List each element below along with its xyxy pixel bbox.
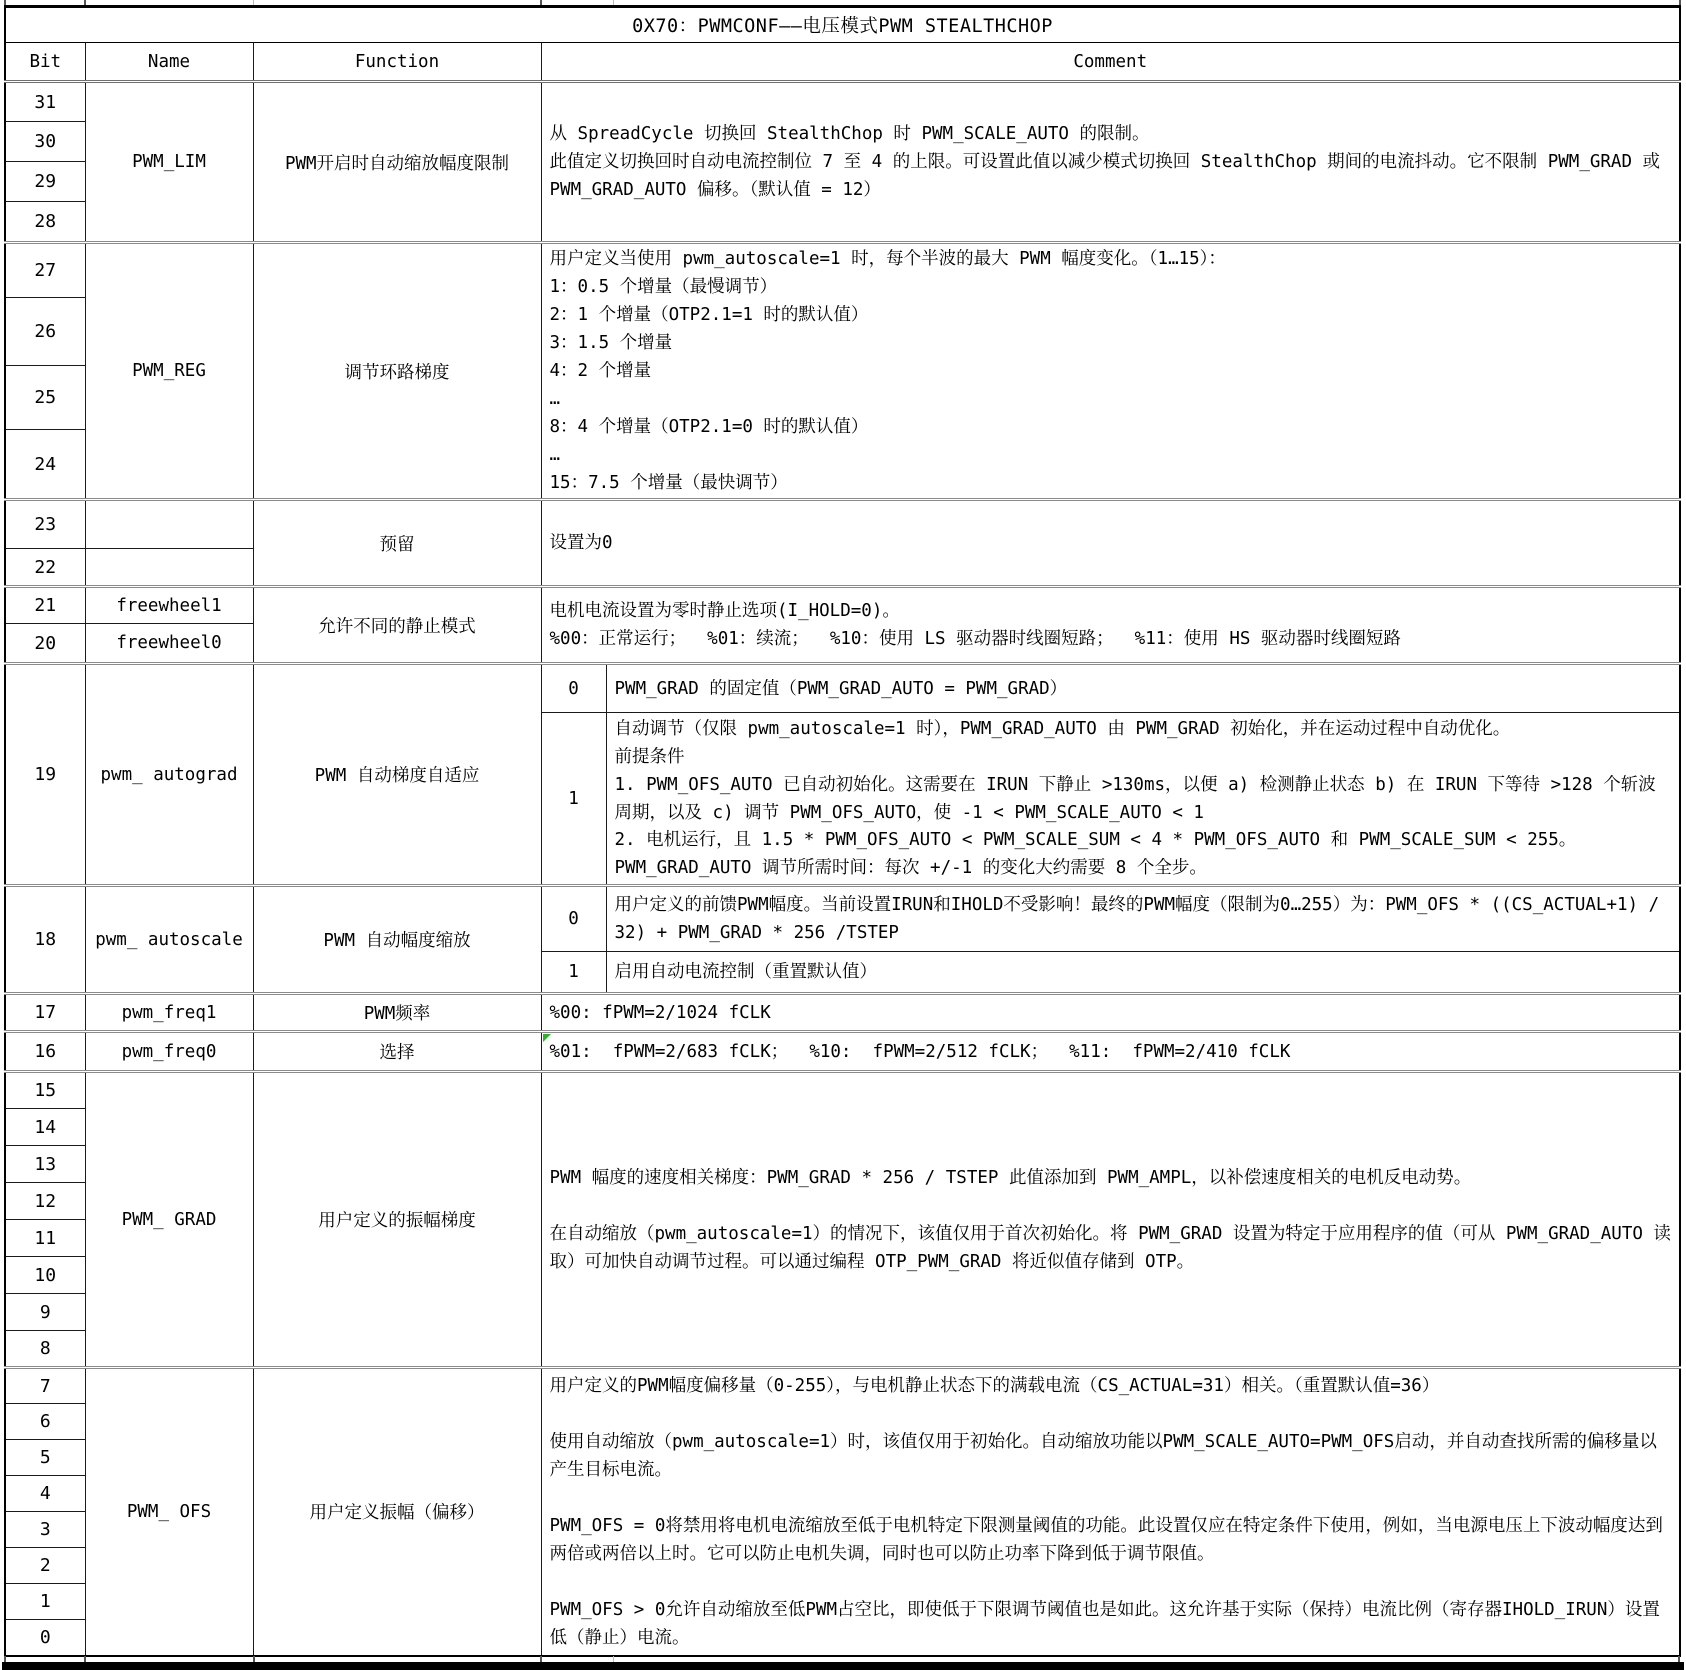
comment-line: 从 SpreadCycle 切换回 StealthChop 时 PWM_SCALE_AUTO 的限制。 [549,124,1150,144]
comment-line: PWM 幅度的速度相关梯度：PWM_GRAD * 256 / TSTEP 此值添加到 PWM_AMPL，以补偿速度相关的电机反电动势。 [549,1167,1472,1188]
option-value: 0 [542,887,607,951]
bit-row-7 [5,1368,1680,1404]
bit-cell-28: 28 [5,202,85,243]
comment-line: 3：1.5 个增量 [549,333,673,353]
bit-cell-16: 16 [5,1032,85,1072]
comment-line: %00: fPWM=2/1024 fCLK [549,1002,771,1023]
bit-cell-2: 2 [5,1548,85,1584]
bit-cell-3: 3 [5,1512,85,1548]
bit-cell-27: 27 [5,243,85,298]
table-title: 0X70：PWMCONF——电压模式PWM STEALTHCHOP [5,7,1680,43]
register-comment-pwm-ofs [541,1368,1680,1656]
register-comment-pwm-grad [541,1072,1680,1368]
bit-cell-0: 0 [5,1620,85,1656]
header-row [5,43,1680,82]
bit-cell-5: 5 [5,1440,85,1476]
register-comment-reserved [541,500,1680,587]
column-header-name: Name [85,43,253,82]
register-function-freewheel: 允许不同的静止模式 [253,587,541,664]
comment-line: PWM_GRAD_AUTO 调节所需时间：每次 +/-1 的变化大约需要 8 个全步。 [614,858,1207,878]
register-name-pwm-reg: PWM_REG [85,243,253,500]
bit-cell-7: 7 [5,1368,85,1404]
register-name-pwm-grad: PWM_ GRAD [85,1072,253,1368]
bit-row-15 [5,1072,1680,1109]
bit-cell-25: 25 [5,366,85,430]
next-table-top-border [2,1662,1684,1670]
bit-row-21 [5,587,1680,624]
register-function-pwm-freq1: PWM频率 [253,994,541,1032]
register-comment-pwm-freq0 [541,1032,1680,1072]
bit-cell-12: 12 [5,1183,85,1220]
bit-row-18 [5,886,1680,994]
pwmconf-register-table [4,5,1681,1657]
register-function-pwm-grad: 用户定义的振幅梯度 [253,1072,541,1368]
register-name-pwm-ofs: PWM_ OFS [85,1368,253,1656]
bit-cell-15: 15 [5,1072,85,1109]
option-description [607,887,1680,951]
bit-cell-24: 24 [5,430,85,500]
register-name-pwm-freq0: pwm_freq0 [85,1032,253,1072]
cell-indicator-icon [543,1034,551,1042]
comment-line: PWM_GRAD 的固定值（PWM_GRAD_AUTO = PWM_GRAD） [614,678,1068,699]
register-name-pwm-autoscale: pwm_ autoscale [85,886,253,994]
comment-line: 启用自动电流控制（重置默认值） [614,962,877,982]
table-title-row [5,7,1680,43]
register-comment-pwm-reg [541,243,1680,500]
bit-cell-19: 19 [5,664,85,886]
comment-line: 前提条件 [614,747,685,767]
comment-line: 用户定义当使用 pwm_autoscale=1 时，每个半波的最大 PWM 幅度变化。（1…15）： [549,249,1226,269]
option-description [607,952,1680,992]
option-row [542,887,1680,952]
option-row [542,665,1680,713]
comment-line: PWM_OFS = 0将禁用将电机电流缩放至低于电机特定下限测量阈值的功能。此设置仅应在特定条件下使用，例如，当电源电压上下波动幅度达到两倍或两倍以上时。它可以防止电机失调，同时也可以防止功率下降到低于调节限值。 [549,1515,1663,1564]
register-comment-pwm-lim [541,82,1680,243]
option-description [607,713,1680,884]
comment-line: 在自动缩放（pwm_autoscale=1）的情况下，该值仅用于首次初始化。将 PWM_GRAD 设置为特定于应用程序的值（可从 PWM_GRAD_AUTO 读取）可加快自动调节过程。可以通过编程 OTP_PWM_GRAD 将近似值存储到 OTP。 [549,1223,1671,1272]
bit-cell-26: 26 [5,298,85,366]
bit-row-19 [5,664,1680,886]
bit-row-27 [5,243,1680,298]
register-comment-pwm-autoscale [541,886,1680,994]
register-function-pwm-autoscale: PWM 自动幅度缩放 [253,886,541,994]
bit-cell-9: 9 [5,1294,85,1331]
bit-row-31 [5,82,1680,122]
comment-line: 自动调节（仅限 pwm_autoscale=1 时），PWM_GRAD_AUTO 由 PWM_GRAD 初始化，并在运动过程中自动优化。 [614,719,1511,739]
register-name-pwm-freq1: pwm_freq1 [85,994,253,1032]
comment-line: %00：正常运行； %01：续流； %10：使用 LS 驱动器时线圈短路； %11：使用 HS 驱动器时线圈短路 [549,629,1401,649]
comment-line: %01: fPWM=2/683 fCLK； %10: fPWM=2/512 fCLK； %11: fPWM=2/410 fCLK [549,1041,1291,1062]
register-name-freewheel1: freewheel1 [85,587,253,624]
comment-line: … [549,445,561,465]
comment-line: 电机电流设置为零时静止选项(I_HOLD=0)。 [549,601,900,621]
comment-line: 设置为0 [549,533,613,553]
option-description [607,665,1680,712]
bit-row-23 [5,500,1680,549]
register-function-reserved: 预留 [253,500,541,587]
option-value: 1 [542,952,607,992]
option-value: 1 [542,713,607,884]
bit-cell-1: 1 [5,1584,85,1620]
comment-line: 用户定义的前馈PWM幅度。当前设置IRUN和IHOLD不受影响！最终的PWM幅度（限制为0…255）为：PWM_OFS * ((CS_ACTUAL+1) / 32) + PWM_GRAD * 256 /TSTEP [614,895,1670,943]
comment-line: 1. PWM_OFS_AUTO 已自动初始化。这需要在 IRUN 下静止 >130ms，以便 a) 检测静止状态 b) 在 IRUN 下等待 >128 个斩波周期，以及 c) 调节 PWM_OFS_AUTO，使 -1 < PWM_SCALE_AUTO < 1 [614,775,1656,823]
bit-cell-29: 29 [5,162,85,202]
register-comment-freewheel [541,587,1680,664]
bit-row-17 [5,994,1680,1032]
bit-cell-4: 4 [5,1476,85,1512]
option-row [542,952,1680,992]
comment-line: 8：4 个增量（OTP2.1=0 时的默认值） [549,417,869,437]
register-function-pwm-freq0: 选择 [253,1032,541,1072]
comment-line: PWM_OFS > 0允许自动缩放至低PWM占空比，即使低于下限调节阈值也是如此。这允许基于实际（保持）电流比例（寄存器IHOLD_IRUN）设置低（静止）电流。 [549,1599,1660,1648]
column-header-comment: Comment [541,43,1680,82]
register-comment-pwm-autograd [541,664,1680,886]
bit-row-16 [5,1032,1680,1072]
comment-line: 1：0.5 个增量（最慢调节） [549,277,778,297]
bit-cell-14: 14 [5,1109,85,1146]
comment-line: 4：2 个增量 [549,361,652,381]
comment-line: 2. 电机运行，且 1.5 * PWM_OFS_AUTO < PWM_SCALE_SUM < 4 * PWM_OFS_AUTO 和 PWM_SCALE_SUM < 255。 [614,830,1577,850]
column-header-function: Function [253,43,541,82]
bit-cell-30: 30 [5,122,85,162]
register-name-reserved-22 [85,549,253,587]
bit-cell-31: 31 [5,82,85,122]
register-function-pwm-autograd: PWM 自动梯度自适应 [253,664,541,886]
comment-line: … [549,389,561,409]
column-header-bit: Bit [5,43,85,82]
register-function-pwm-lim: PWM开启时自动缩放幅度限制 [253,82,541,243]
bit-cell-23: 23 [5,500,85,549]
comment-line: 此值定义切换回时自动电流控制位 7 至 4 的上限。可设置此值以减少模式切换回 StealthChop 期间的电流抖动。它不限制 PWM_GRAD 或 PWM_GRAD_AUTO 偏移。（默认值 = 12） [549,152,1671,200]
bit-cell-21: 21 [5,587,85,624]
register-name-pwm-autograd: pwm_ autograd [85,664,253,886]
register-function-pwm-ofs: 用户定义振幅（偏移） [253,1368,541,1656]
bit-cell-22: 22 [5,549,85,587]
bit-cell-11: 11 [5,1220,85,1257]
comment-line: 2：1 个增量（OTP2.1=1 时的默认值） [549,305,869,325]
comment-line: 使用自动缩放（pwm_autoscale=1）时，该值仅用于初始化。自动缩放功能以PWM_SCALE_AUTO=PWM_OFS启动，并自动查找所需的偏移量以产生目标电流。 [549,1431,1657,1480]
option-value: 0 [542,665,607,712]
register-name-pwm-lim: PWM_LIM [85,82,253,243]
option-row [542,713,1680,884]
register-comment-pwm-freq1 [541,994,1680,1032]
register-function-pwm-reg: 调节环路梯度 [253,243,541,500]
bit-cell-18: 18 [5,886,85,994]
register-name-reserved-23 [85,500,253,549]
bit-cell-13: 13 [5,1146,85,1183]
bit-cell-6: 6 [5,1404,85,1440]
register-name-freewheel0: freewheel0 [85,624,253,664]
bit-cell-10: 10 [5,1257,85,1294]
bit-cell-8: 8 [5,1331,85,1368]
comment-line: 用户定义的PWM幅度偏移量（0-255），与电机静止状态下的满载电流（CS_ACTUAL=31）相关。（重置默认值=36） [549,1375,1440,1396]
bit-cell-17: 17 [5,994,85,1032]
comment-line: 15：7.5 个增量（最快调节） [549,473,788,493]
bit-cell-20: 20 [5,624,85,664]
